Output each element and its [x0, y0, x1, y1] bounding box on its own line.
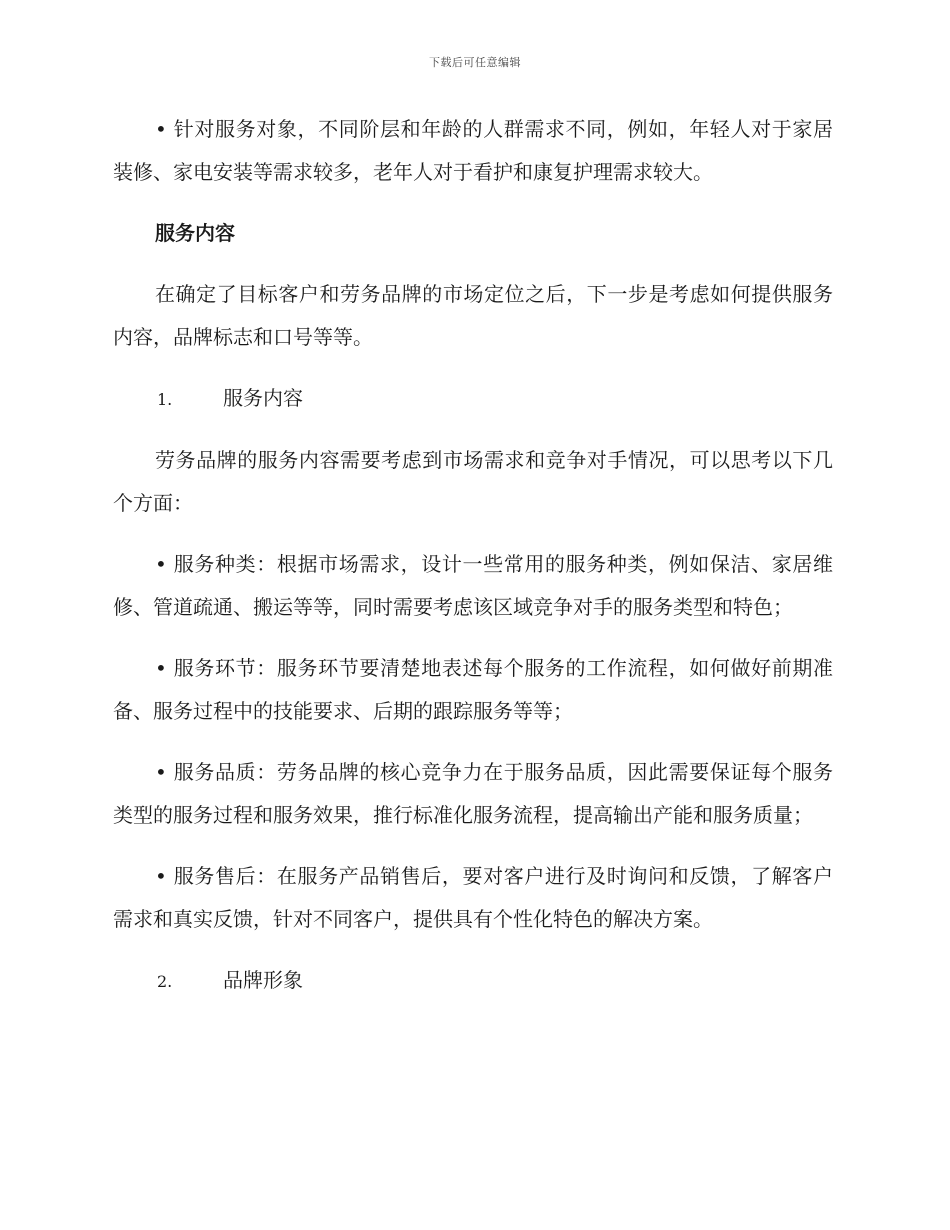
section-heading-service-content: 服务内容 [155, 221, 235, 245]
numbered-item-1 [113, 377, 833, 421]
paragraph-service-types: • 服务种类：根据市场需求，设计一些常用的服务种类，例如保洁、家居维修、管道疏通、搬运等等，同时需要考虑该区域竞争对手的服务类型和特色； [113, 552, 833, 619]
paragraph-service-quality: • 服务品质：劳务品牌的核心竞争力在于服务品质，因此需要保证每个服务类型的服务过程和服务效果，推行标准化服务流程，提高输出产能和服务质量； [113, 760, 833, 827]
paragraph-service-considerations: 劳务品牌的服务内容需要考虑到市场需求和竞争对手情况，可以思考以下几个方面： [113, 448, 833, 515]
header-note: 下载后可任意编辑 [429, 56, 521, 69]
item-title: 服务内容 [223, 386, 303, 410]
paragraph-service-process: • 服务环节：服务环节要清楚地表述每个服务的工作流程，如何做好前期准备、服务过程中的技能要求、后期的跟踪服务等等； [113, 656, 833, 723]
item-number: 1. [157, 390, 173, 409]
paragraph-target-audience: • 针对服务对象，不同阶层和年龄的人群需求不同，例如，年轻人对于家居装修、家电安装等需求较多，老年人对于看护和康复护理需求较大。 [113, 117, 833, 184]
item-title: 品牌形象 [223, 968, 303, 992]
paragraph-intro: 在确定了目标客户和劳务品牌的市场定位之后，下一步是考虑如何提供服务内容，品牌标志和口号等等。 [113, 282, 833, 349]
item-number: 2. [157, 972, 173, 991]
numbered-item-2 [113, 959, 833, 1003]
document-body [113, 108, 833, 1021]
paragraph-after-sales: • 服务售后：在服务产品销售后，要对客户进行及时询问和反馈，了解客户需求和真实反馈，针对不同客户，提供具有个性化特色的解决方案。 [113, 864, 833, 931]
